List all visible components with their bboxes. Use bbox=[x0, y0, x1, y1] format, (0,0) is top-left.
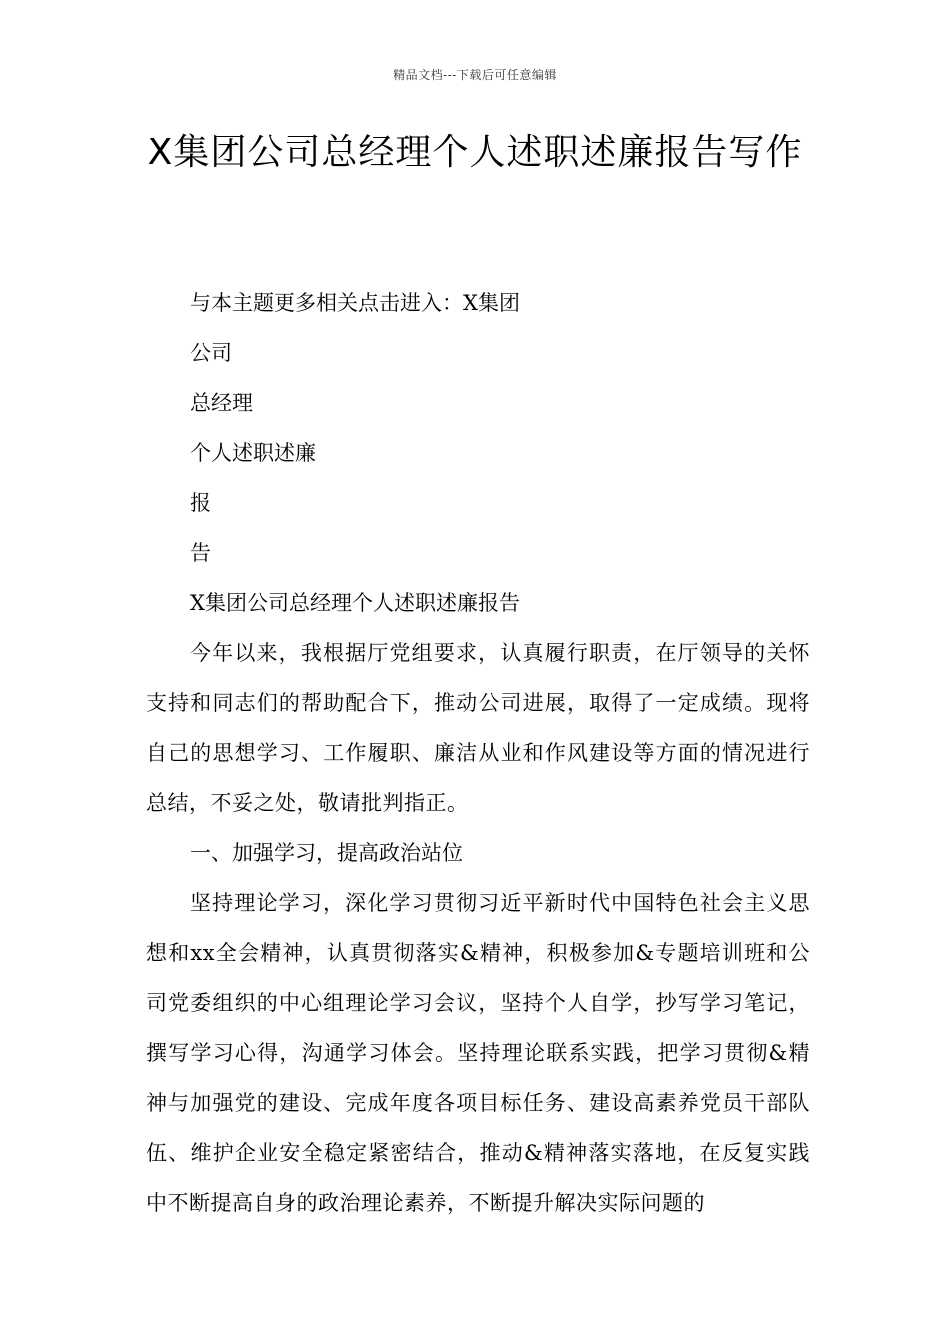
related-line-5: 报 bbox=[190, 491, 211, 515]
document-body bbox=[146, 278, 810, 1228]
header-note: 精品文档---下载后可任意编辑 bbox=[393, 68, 557, 82]
related-line-6: 告 bbox=[190, 541, 211, 565]
document-title: X集团公司总经理个人述职述廉报告写作 bbox=[147, 132, 803, 173]
related-line-1: 与本主题更多相关点击进入：X集团 bbox=[190, 291, 520, 315]
subtitle-line: X集团公司总经理个人述职述廉报告 bbox=[190, 591, 520, 615]
related-line-3: 总经理 bbox=[190, 391, 253, 415]
section-heading-1: 一、加强学习，提高政治站位 bbox=[190, 841, 463, 865]
related-line-2: 公司 bbox=[190, 341, 232, 365]
related-line-4: 个人述职述廉 bbox=[190, 441, 316, 465]
paragraph-intro: 今年以来，我根据厅党组要求，认真履行职责，在厅领导的关怀支持和同志们的帮助配合下，推动公司进展，取得了一定成绩。现将自己的思想学习、工作履职、廉洁从业和作风建设等方面的情况进行总结，不妥之处，敬请批判指正。 bbox=[146, 641, 810, 815]
paragraph-study: 坚持理论学习，深化学习贯彻习近平新时代中国特色社会主义思想和xx全会精神，认真贯彻落实&精神，积极参加&专题培训班和公司党委组织的中心组理论学习会议，坚持个人自学，抄写学习笔记，撰写学习心得，沟通学习体会。坚持理论联系实践，把学习贯彻&精神与加强党的建设、完成年度各项目标任务、建设高素养党员干部队伍、维护企业安全稳定紧密结合，推动&精神落实落地，在反复实践中不断提高自身的政治理论素养，不断提升解决实际问题的 bbox=[146, 891, 810, 1215]
